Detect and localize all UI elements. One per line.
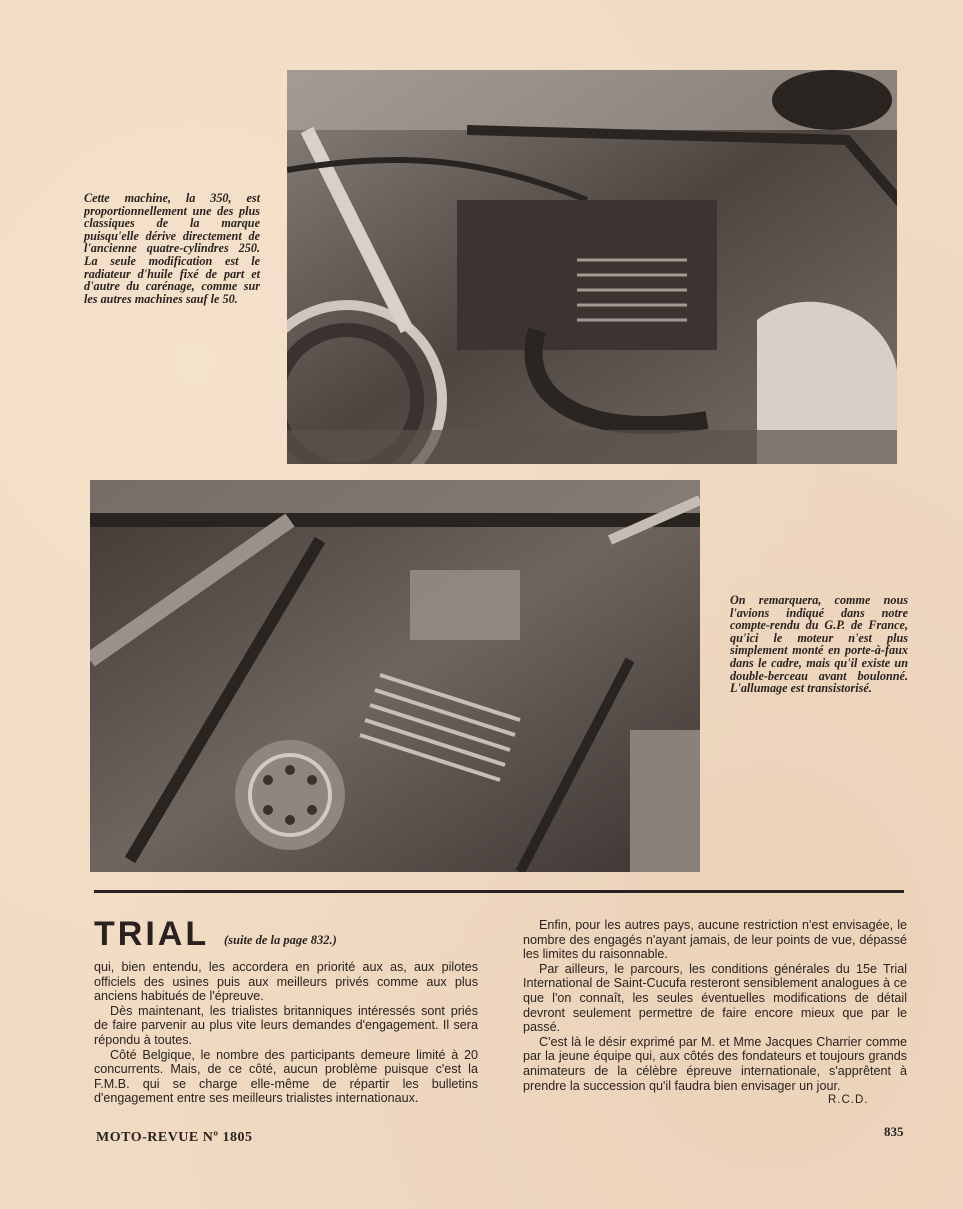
article-continuation: (suite de la page 832.)	[224, 933, 337, 947]
caption-engine-mount: On remarquera, comme nous l'avions indiqué dans notre compte-rendu du G.P. de France, qu'ici le moteur n'est plus simplement monté en porte-à-faux dans le cadre, mais qu'il existe un double-berceau avant boulonné. L'allumage est transistorisé.	[730, 593, 908, 696]
article-column-left	[94, 960, 478, 1106]
paragraph: Dès maintenant, les trialistes britanniques intéressés sont priés de faire parvenir au plus vite leurs demandes d'engagement. Il sera répondu à toutes.	[94, 1003, 478, 1047]
paragraph: qui, bien entendu, les accordera en priorité aux as, aux pilotes officiels des usines puis aux meilleurs privés comme aux plus anciens habitués de l'épreuve.	[94, 960, 478, 1004]
article-title: TRIAL	[94, 915, 210, 953]
paragraph: Côté Belgique, le nombre des participants demeure limité à 20 concurrents. Mais, de ce côté, aucun problème puisque c'est la F.M.B. qui se charge elle-même de répartir les bulletins d'engagement entre ses meilleurs trialistes internationaux.	[94, 1047, 478, 1106]
photo-350-illustration	[287, 70, 897, 464]
article-column-right	[523, 918, 907, 1093]
paragraph: Enfin, pour les autres pays, aucune restriction n'est envisagée, le nombre des engagés n'ayant jamais, de leur points de vue, dépassé les limites du raisonnable.	[523, 918, 907, 962]
photo-engine-frame	[90, 480, 700, 872]
photo-frame-illustration	[90, 480, 700, 872]
author-signature: R.C.D.	[828, 1094, 869, 1106]
page-number: 835	[884, 1124, 904, 1139]
section-divider	[94, 890, 904, 893]
magazine-footer: MOTO-REVUE Nº 1805	[96, 1130, 253, 1145]
photo-350-engine	[287, 70, 897, 464]
paragraph: C'est là le désir exprimé par M. et Mme Jacques Charrier comme par la jeune équipe qui, aux côtés des fondateurs et toujours grands animateurs de la célèbre épreuve internationale, s'apprêtent à prendre la succession qu'il faudra bien envisager un jour.	[523, 1034, 907, 1093]
paragraph: Par ailleurs, le parcours, les conditions générales du 15e Trial International de Saint-Cucufa resteront sensiblement analogues à ce que l'on connaît, les seules éventuelles modifications de détail devront seulement permettre de faire encore mieux que par le passé.	[523, 961, 907, 1035]
caption-350: Cette machine, la 350, est proportionnellement une des plus classiques de la marque puisqu'elle dérive directement de l'ancienne quatre-cylindres 250. La seule modification est le radiateur d'huile fixé de part et d'autre du carénage, comme sur les autres machines sauf le 50.	[84, 191, 260, 306]
